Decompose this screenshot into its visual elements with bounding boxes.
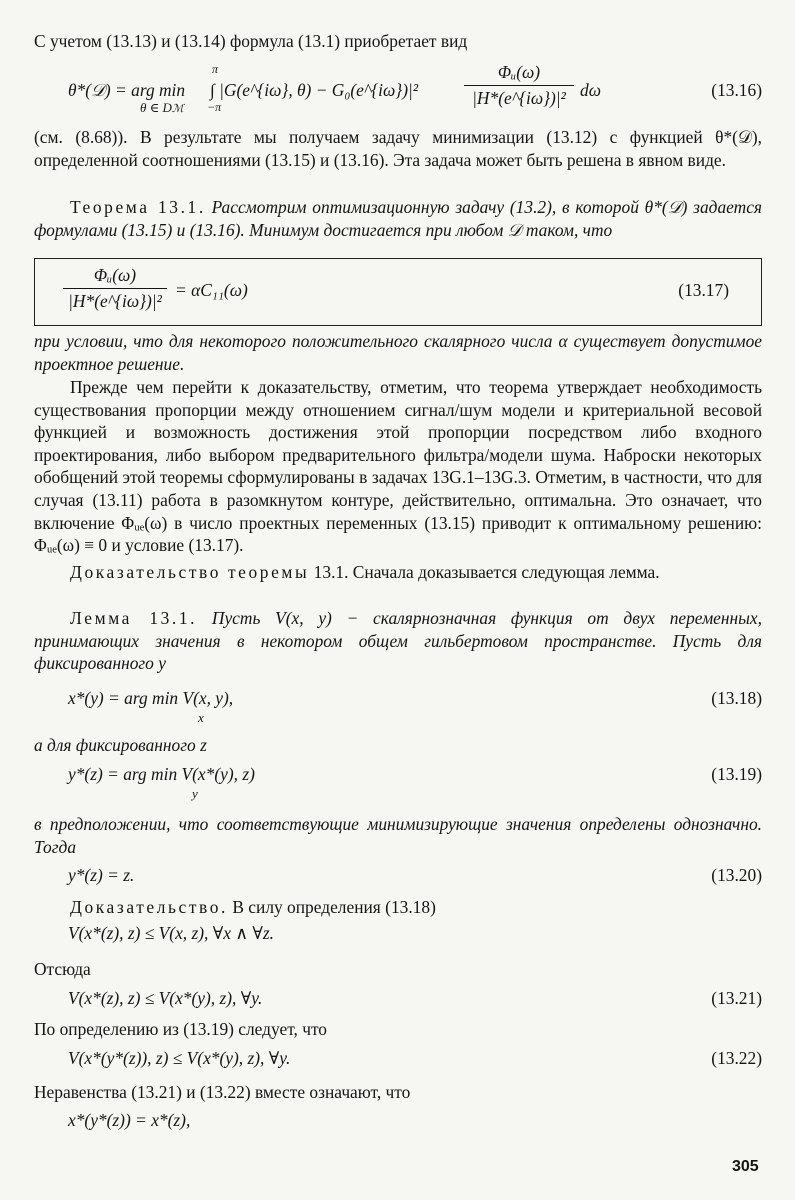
eq22-number: (13.22) bbox=[711, 1048, 762, 1068]
equation-13-17-box bbox=[34, 258, 762, 326]
together-line: Неравенства (13.21) и (13.22) вместе означают, что bbox=[34, 1082, 411, 1102]
hence-line: Отсюда bbox=[34, 959, 91, 979]
intro-line: С учетом (13.13) и (13.14) формула (13.1) приобретает вид bbox=[34, 31, 468, 51]
equation-13-18 bbox=[34, 685, 762, 725]
by-definition-line: По определению из (13.19) следует, что bbox=[34, 1019, 328, 1039]
eq16-int-bottom: −π bbox=[207, 100, 222, 114]
eq18-expr: x*(y) = arg min V(x, y), bbox=[68, 688, 234, 708]
lemma-label: Лемма 13.1. bbox=[70, 608, 198, 628]
eq17-fraction bbox=[63, 265, 167, 312]
lemma-text: Пусть V(x, y) − скалярнозначная функция от двух переменных, принимающих значения в некотором общем гильбертовом пространстве. Пусть для фиксированного y bbox=[34, 608, 763, 674]
equation-13-19 bbox=[34, 761, 762, 801]
theorem-label: Теорема 13.1. bbox=[70, 197, 206, 217]
proof2-text: В силу определения (13.18) bbox=[232, 897, 436, 917]
eq16-dw: dω bbox=[580, 80, 601, 100]
eq21-number: (13.21) bbox=[711, 988, 762, 1008]
proof-text: 13.1. Сначала доказывается следующая лемма. bbox=[313, 562, 660, 582]
eq19-number: (13.19) bbox=[711, 764, 762, 784]
theorem-continuation: при условии, что для некоторого положительного скалярного числа α существует допустимое проектное решение. bbox=[34, 331, 762, 374]
eq22-expr: V(x*(y*(z)), z) ≤ V(x*(y), z), ∀y. bbox=[68, 1048, 291, 1068]
eq17-number: (13.17) bbox=[678, 280, 729, 300]
lemma-13-1 bbox=[34, 607, 762, 675]
final-equation bbox=[34, 1107, 762, 1133]
eq16-argmin-sub-m: ℳ bbox=[171, 103, 184, 115]
eq20-expr: y*(z) = z. bbox=[68, 865, 135, 885]
eq16-number: (13.16) bbox=[711, 80, 762, 100]
eq18-number: (13.18) bbox=[711, 688, 762, 708]
eq19-expr: y*(z) = arg min V(x*(y), z) bbox=[68, 764, 255, 784]
eq17-frac-den: |H*(e^{iω})|² bbox=[68, 291, 162, 311]
eq21-expr: V(x*(z), z) ≤ V(x*(y), z), ∀y. bbox=[68, 988, 263, 1008]
equation-13-20 bbox=[34, 862, 762, 888]
eq16-fraction bbox=[464, 62, 574, 109]
proof-label: Доказательство теоремы bbox=[70, 562, 310, 582]
eq16-frac-num: Φᵤ(ω) bbox=[464, 62, 574, 86]
eq17-rhs: = αC₁₁(ω) bbox=[175, 280, 248, 300]
fixed-z-line: а для фиксированного z bbox=[34, 735, 207, 755]
eq16-int-top: π bbox=[212, 62, 219, 76]
proof2-label: Доказательство. bbox=[70, 897, 228, 917]
eq18-sub: x bbox=[198, 710, 204, 725]
theorem-13-1 bbox=[34, 196, 762, 241]
equation-13-16 bbox=[34, 62, 762, 120]
equation-13-21 bbox=[34, 985, 762, 1011]
proof-intro bbox=[34, 561, 762, 584]
eq17-frac-num: Φᵤ(ω) bbox=[63, 265, 167, 289]
paragraph-1: (см. (8.68)). В результате мы получаем задачу минимизации (13.12) с функцией θ*(𝒟), определенной соотношениями (13.15) и (13.16). Эта задача может быть решена в явном виде. bbox=[34, 127, 762, 170]
eq16-argmin-sub: θ ∈ D bbox=[140, 100, 172, 115]
eq16-lhs: θ*(𝒟) = arg min bbox=[68, 80, 186, 100]
paragraph-2: Прежде чем перейти к доказательству, отметим, что теорема утверждает необходимость существования пропорции между отношением сигнал/шум модели и критериальной весовой функцией и возможность достижения этой пропорции посредством либо входного проектирования, либо выбором предварительного фильтра/модели шума. Наброски некоторых обобщений этой теоремы сформулированы в задачах 13G.1–13G.3. Отметим, в частности, что для случая (13.11) работа в разомкнутом контуре, действительно, оптимальна. Это означает, что включение Φᵤₑ(ω) в число проектных переменных (13.15) приводит к оптимальному решению: Φᵤₑ(ω) ≡ 0 и условие (13.17). bbox=[34, 377, 762, 556]
eq20-number: (13.20) bbox=[711, 865, 762, 885]
eq16-integrand: ∫ |G(e^{iω}, θ) − G₀(e^{iω})|² bbox=[210, 80, 419, 100]
page-number: 305 bbox=[732, 1158, 759, 1175]
inequality-1 bbox=[34, 920, 762, 946]
ineq1-expr: V(x*(z), z) ≤ V(x, z), ∀x ∧ ∀z. bbox=[68, 923, 275, 943]
eq16-frac-den: |H*(e^{iω})|² bbox=[472, 88, 566, 108]
final-expr: x*(y*(z)) = x*(z), bbox=[68, 1110, 191, 1130]
theorem-text: Рассмотрим оптимизационную задачу (13.2), в которой θ*(𝒟) задается формулами (13.15) и (13.16). Минимум достигается при любом 𝒟 таком, что bbox=[34, 197, 762, 240]
proof-2 bbox=[34, 896, 762, 919]
equation-13-22 bbox=[34, 1045, 762, 1071]
eq19-sub: y bbox=[192, 786, 198, 801]
assumption-text: в предположении, что соответствующие минимизирующие значения определены однозначно. Тогда bbox=[34, 814, 762, 857]
